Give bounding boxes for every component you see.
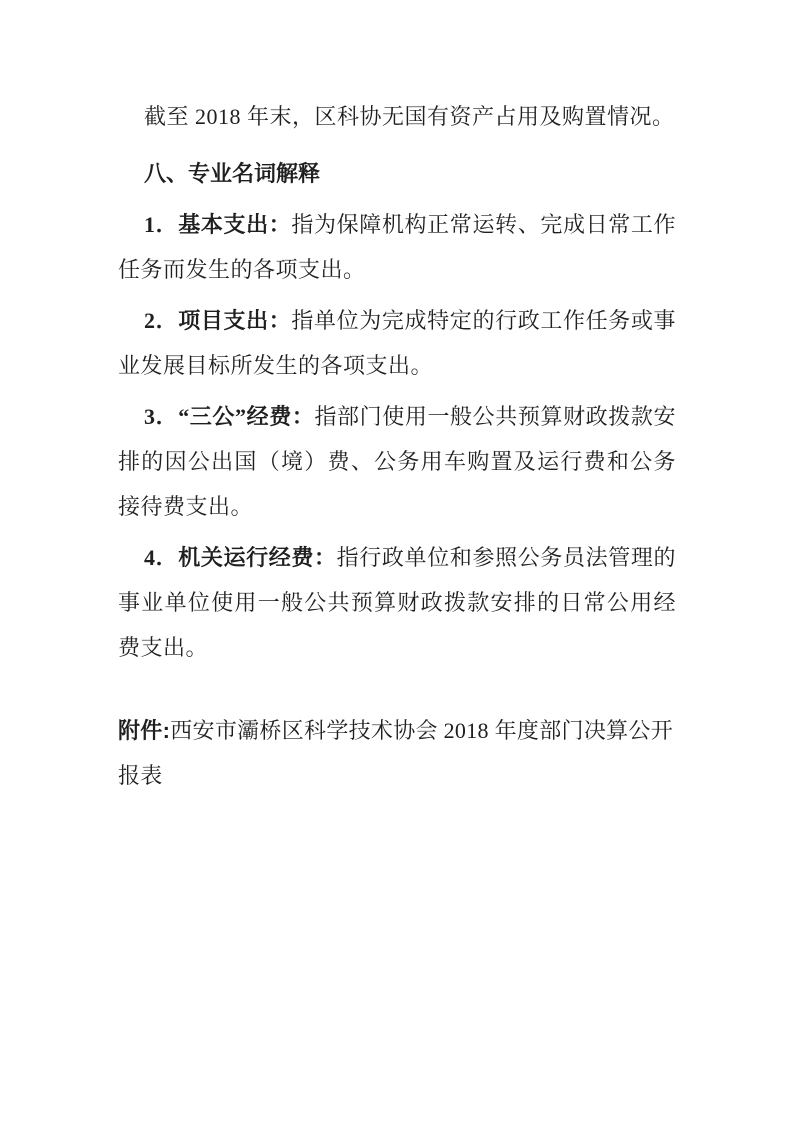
attachment-label: 附件: xyxy=(118,718,171,743)
term-label: 4．机关运行经费： xyxy=(144,545,337,570)
term-label: 2．项目支出： xyxy=(144,308,292,333)
attachment-line xyxy=(118,708,676,798)
term-definition: 指单位为完成特定的行政工作任务或事业发展目标所发生的各项支出。 xyxy=(118,308,676,378)
term-paragraph-basic-expenditure xyxy=(118,202,676,292)
term-definition: 指部门使用一般公共预算财政拨款安排的因公出国（境）费、公务用车购置及运行费和公务接待费支出。 xyxy=(118,404,676,519)
term-definition: 指为保障机构正常运转、完成日常工作任务而发生的各项支出。 xyxy=(118,212,676,282)
attachment-text: 西安市灞桥区科学技术协会 2018 年度部门决算公开报表 xyxy=(118,718,674,788)
term-label: 3．“三公”经费： xyxy=(144,404,315,429)
intro-paragraph: 截至 2018 年末，区科协无国有资产占用及购置情况。 xyxy=(144,104,675,129)
term-paragraph-project-expenditure xyxy=(118,298,676,388)
term-definition: 指行政单位和参照公务员法管理的事业单位使用一般公共预算财政拨款安排的日常公用经费支出。 xyxy=(118,545,676,660)
section-heading: 八、专业名词解释 xyxy=(144,161,321,186)
term-paragraph-agency-operating-funds xyxy=(118,535,676,670)
term-paragraph-three-public-funds xyxy=(118,394,676,529)
document-content xyxy=(118,94,676,798)
term-label: 1．基本支出： xyxy=(144,212,292,237)
